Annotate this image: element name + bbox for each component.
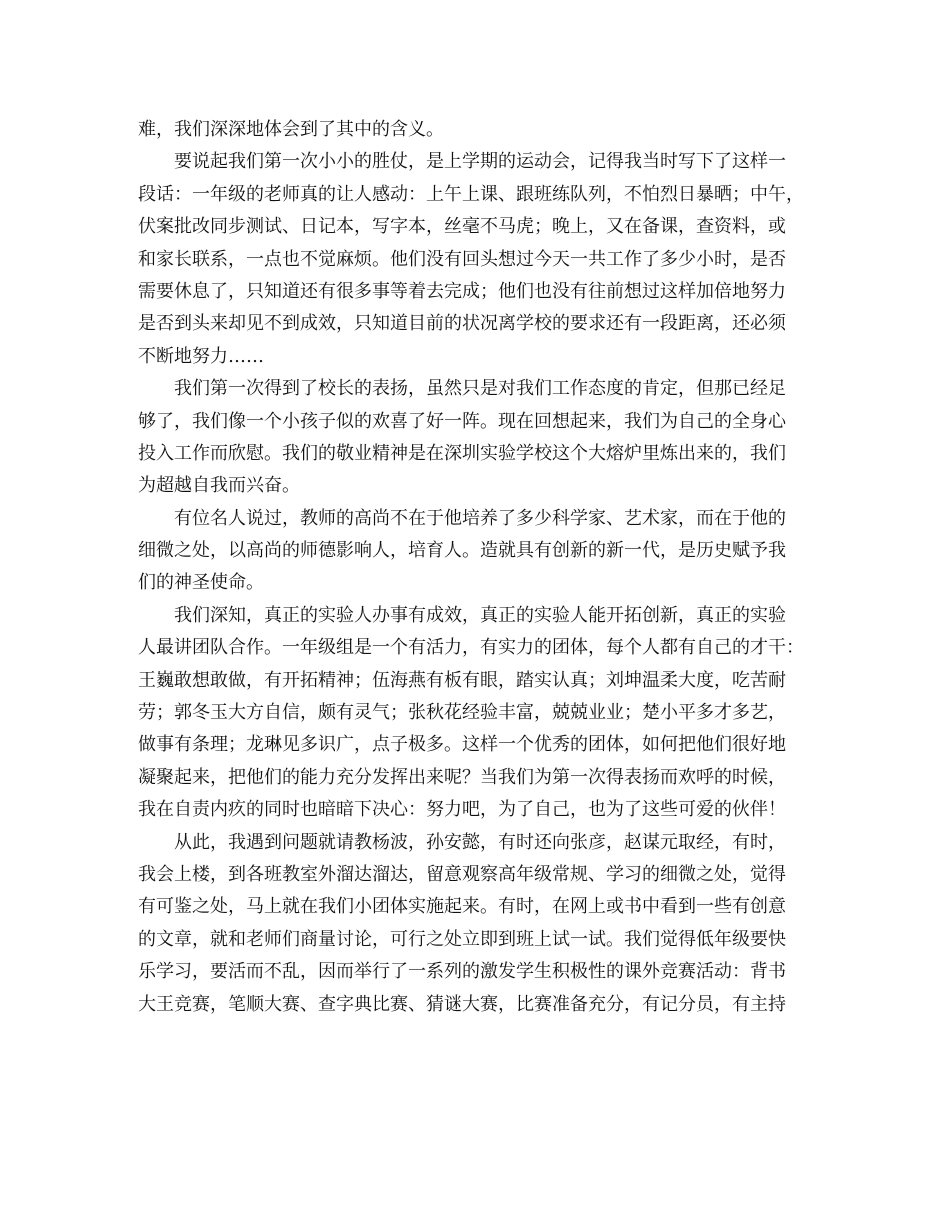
- text-line: 劳；郭冬玉大方自信，颇有灵气；张秋花经验丰富，兢兢业业；楚小平多才多艺，: [138, 702, 786, 724]
- text-line: 的文章，就和老师们商量讨论，可行之处立即到班上试一试。我们觉得低年级要快: [138, 928, 786, 950]
- text-line: 投入工作而欣慰。我们的敬业精神是在深圳实验学校这个大熔炉里炼出来的，我们: [138, 442, 786, 464]
- text-line: 人最讲团队合作。一年级组是一个有活力，有实力的团体，每个人都有自己的才干：: [138, 637, 804, 659]
- text-line: 不断地努力……: [138, 345, 264, 367]
- text-line: 我们深知，真正的实验人办事有成效，真正的实验人能开拓创新，真正的实验: [174, 604, 786, 626]
- text-line: 凝聚起来，把他们的能力充分发挥出来呢？当我们为第一次得表扬而欢呼的时候，: [138, 766, 786, 788]
- document-body: [138, 114, 818, 1021]
- text-line: 有可鉴之处，马上就在我们小团体实施起来。有时，在网上或书中看到一些有创意: [138, 896, 786, 918]
- text-line: 做事有条理；龙琳见多识广，点子极多。这样一个优秀的团体，如何把他们很好地: [138, 734, 786, 756]
- text-line: 需要休息了，只知道还有很多事等着去完成；他们也没有往前想过这样加倍地努力: [138, 280, 786, 302]
- text-line: 为超越自我而兴奋。: [138, 475, 300, 497]
- text-line: 乐学习，要活而不乱，因而举行了一系列的激发学生积极性的课外竞赛活动：背书: [138, 961, 786, 983]
- text-line: 我会上楼，到各班教室外溜达溜达，留意观察高年级常规、学习的细微之处，觉得: [138, 863, 786, 885]
- text-line: 王巍敢想敢做，有开拓精神；伍海燕有板有眼，踏实认真；刘坤温柔大度，吃苦耐: [138, 669, 786, 691]
- text-line: 我们第一次得到了校长的表扬，虽然只是对我们工作态度的肯定，但那已经足: [174, 378, 786, 400]
- text-line: 有位名人说过，教师的高尚不在于他培养了多少科学家、艺术家，而在于他的: [174, 507, 786, 529]
- text-line: 和家长联系，一点也不觉麻烦。他们没有回头想过今天一共工作了多少小时，是否: [138, 248, 786, 270]
- text-line: 我在自责内疚的同时也暗暗下决心：努力吧，为了自己，也为了这些可爱的伙伴！: [138, 799, 786, 821]
- text-line: 细微之处，以高尚的师德影响人，培育人。造就具有创新的新一代，是历史赋予我: [138, 540, 786, 562]
- text-line: 们的神圣使命。: [138, 572, 264, 594]
- text-line: 伏案批改同步测试、日记本，写字本，丝毫不马虎；晚上，又在备课，查资料，或: [138, 216, 786, 238]
- text-line: 段话：一年级的老师真的让人感动：上午上课、跟班练队列，不怕烈日暴晒；中午，: [138, 183, 804, 205]
- text-line: 要说起我们第一次小小的胜仗，是上学期的运动会，记得我当时写下了这样一: [174, 151, 786, 173]
- text-line: 难，我们深深地体会到了其中的含义。: [138, 119, 444, 140]
- text-line: 大王竞赛，笔顺大赛、查字典比赛、猜谜大赛，比赛准备充分，有记分员，有主持: [138, 993, 786, 1015]
- text-line: 够了，我们像一个小孩子似的欢喜了好一阵。现在回想起来，我们为自己的全身心: [138, 410, 786, 432]
- text-line: 从此，我遇到问题就请教杨波，孙安懿，有时还向张彦，赵谋元取经，有时，: [174, 831, 786, 853]
- text-line: 是否到头来却见不到成效，只知道目前的状况离学校的要求还有一段距离，还必须: [138, 313, 786, 335]
